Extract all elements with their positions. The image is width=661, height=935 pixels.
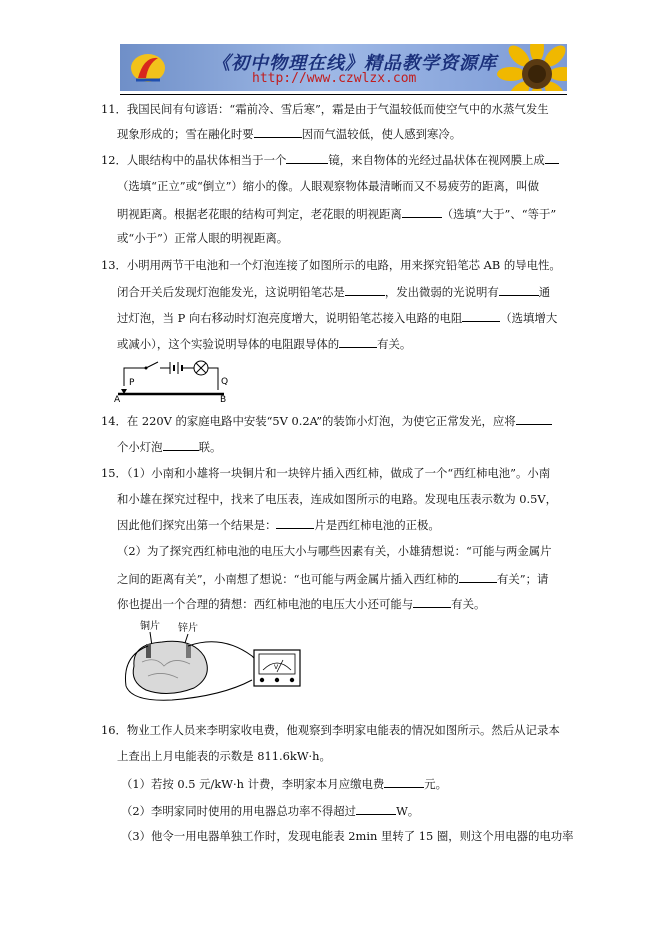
logo-icon	[128, 50, 168, 86]
q13-line1: 13．小明用两节干电池和一个灯泡连接了如图所示的电路，用来探究铅笔芯 AB 的导电性。	[101, 258, 561, 272]
q12-line2: （选填“正立”或“倒立”）缩小的像。人眼观察物体最清晰而又不易疲劳的距离，叫做	[117, 179, 539, 193]
header-url: http://www.czwlzx.com	[252, 71, 417, 86]
q13-line3: 过灯泡，当 P 向右移动时灯泡亮度增大，说明铅笔芯接入电路的电阻 （选填增大	[117, 311, 558, 325]
label-a: A	[114, 395, 121, 402]
q16-line5: （3）他令一用电器单独工作时，发现电能表 2min 里转了 15 圈，则这个用电器的电功率	[121, 829, 574, 843]
label-zinc: 锌片	[178, 623, 198, 634]
q15-line6: 你也提出一个合理的猜想：西红柿电池的电压大小还可能与 有关。	[117, 597, 486, 611]
sunflower-icon	[482, 44, 567, 91]
q13-line2: 闭合开关后发现灯泡能发光，这说明铅笔芯是 ，发出微弱的光说明有 通	[117, 285, 551, 299]
q12-line3: 明视距离。根据老花眼的结构可判定，老花眼的明视距离 （选填“大于”、“等于”	[117, 207, 557, 221]
q16-line4: （2）李明家同时使用的用电器总功率不得超过 W。	[121, 804, 420, 818]
q16-line1: 16．物业工作人员来李明家收电费，他观察到李明家电能表的情况如图所示。然后从记录本	[101, 723, 560, 737]
header-banner	[120, 44, 567, 91]
tomato-icon	[133, 641, 207, 693]
q15-line1: 15．（1）小南和小雄将一块铜片和一块锌片插入西红柿，做成了一个“西红柿电池”。小南	[101, 466, 551, 480]
label-q: Q	[221, 377, 229, 387]
svg-text:V: V	[274, 664, 279, 671]
q14-line2: 个小灯泡 联。	[117, 440, 222, 454]
header-rule	[120, 94, 567, 95]
q15-line3: 因此他们探究出第一个结果是： 片是西红柿电池的正极。	[117, 518, 440, 532]
q15-line5: 之间的距离有关”，小南想了想说：“也可能与两金属片插入西红柿的 有关”；请	[117, 572, 549, 586]
q12-line1: 12．人眼结构中的晶状体相当于一个 镜，来自物体的光经过晶状体在视网膜上成	[101, 151, 559, 168]
q15-line2: 和小雄在探究过程中，找来了电压表，连成如图所示的电路。发现电压表示数为 0.5V，	[117, 492, 558, 506]
q16-line3: （1）若按 0.5 元/kW·h 计费，李明家本月应缴电费 元。	[121, 777, 448, 791]
label-p: P	[129, 378, 135, 388]
label-b: B	[220, 395, 227, 402]
switch-icon	[146, 362, 158, 368]
q13-circuit-diagram	[112, 356, 242, 402]
q13-line4: 或减小），这个实验说明导体的电阻跟导体的 有关。	[117, 337, 412, 351]
voltmeter-icon	[254, 650, 300, 686]
q15-tomato-battery-figure	[112, 616, 312, 704]
label-copper: 铜片	[140, 621, 160, 632]
q14-line1: 14．在 220V 的家庭电路中安装“5V 0.2A”的装饰小灯泡，为使它正常发光，应将	[101, 412, 552, 429]
q11-line1: 11．我国民间有句谚语：“霜前冷、雪后寒”，霜是由于气温较低而使空气中的水蒸气发生	[101, 102, 549, 116]
q12-line4: 或“小于”）正常人眼的明视距离。	[117, 231, 289, 245]
q11-line2: 现象形成的；雪在融化时要 因而气温较低，使人感到寒冷。	[117, 127, 462, 141]
header-title: 《初中物理在线》精品教学资源库	[212, 53, 497, 74]
q16-line2: 上查出上月电能表的示数是 811.6kW·h。	[117, 749, 331, 763]
q15-line4: （2）为了探究西红柿电池的电压大小与哪些因素有关，小雄猜想说：“可能与两金属片	[117, 544, 552, 558]
